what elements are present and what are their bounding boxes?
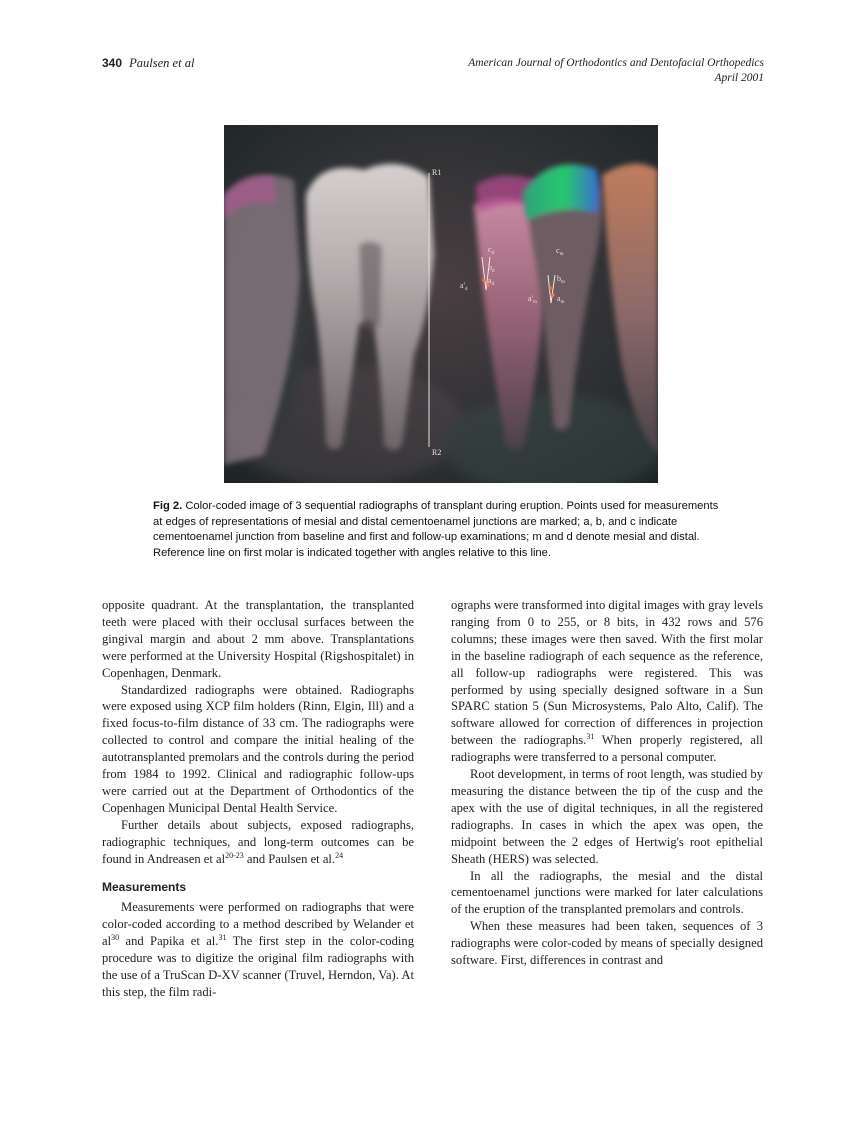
- figure-caption: [153, 499, 723, 561]
- label-c-distal: $c_d$: [488, 245, 495, 256]
- section-heading-measurements: Measurements: [102, 879, 187, 894]
- right-paragraph-2: Root development, in terms of root length, was studied by measuring the distance between the tip of the cusp and the apex with the use of digital techniques, in all the registered radiographs. In cases in which the apex was open, the midpoint between the 2 edges of Hertwig's root epithelial Sheath (HERS) was selected.: [451, 767, 763, 866]
- label-a-mesial: $a_m$: [557, 294, 565, 305]
- left-paragraph-2: Standardized radiographs were obtained. Radiographs were exposed using XCP film holders (Rinn, Elgin, Ill) and a fixed focus-to-film distance of 33 cm. The radiographs were collected to control and compare the initial healing of the autotransplanted premolars and the controls during the period from 1984 to 1992. Clinical and radiographic follow-ups were carried out at the Department of Orthodontics of the Copenhagen Municipal Dental Health Service.: [102, 682, 414, 815]
- left-paragraph-1: opposite quadrant. At the transplantation, the transplanted teeth were placed with their occlusal surfaces between the gingival margin and about 2 mm above. Transplantations were performed at the University Hospital (Rigshospitalet) in Copenhagen, Denmark.: [102, 598, 414, 680]
- running-header-right: [468, 56, 764, 86]
- label-a-prime-mesial: $a'_m$: [528, 294, 537, 305]
- running-authors: Paulsen et al: [129, 56, 195, 70]
- label-c-mesial: $c_m$: [556, 246, 564, 257]
- label-r1: R1: [432, 168, 442, 177]
- left-column: [102, 597, 414, 1001]
- issue-date: April 2001: [714, 72, 764, 84]
- right-column: [451, 597, 763, 969]
- radiograph-image: [224, 125, 658, 483]
- label-r2: R2: [432, 448, 442, 457]
- label-b-distal: $b_d$: [488, 263, 495, 274]
- label-a-prime-distal: $a'_d$: [460, 281, 468, 292]
- label-b-mesial: $b_m$: [557, 274, 565, 285]
- caption-text: Color-coded image of 3 sequential radiographs of transplant during eruption. Points used for measurements at edges of representations of mesial and distal cementoenamel junctions are marked; a, b, and c indicate cementoenamel junction from baseline and first and follow-up examinations; m and d denote mesial and distal. Reference line on first molar is indicated together with angles relative to this line.: [153, 500, 719, 559]
- page-number: 340: [102, 56, 123, 70]
- right-paragraph-3: In all the radiographs, the mesial and the distal cementoenamel junctions were marked for later calculations of the eruption of the transplanted premolars and controls.: [451, 868, 763, 917]
- label-a-distal: $a_d$: [488, 276, 495, 287]
- radiograph-figure: [224, 125, 658, 483]
- running-header-left: [102, 56, 194, 71]
- caption-label: Fig 2.: [153, 500, 183, 512]
- journal-title: American Journal of Orthodontics and Dentofacial Orthopedics: [468, 57, 764, 69]
- right-paragraph-1: ographs were transformed into digital images with gray levels ranging from 0 to 255, or 8 bits, in 432 rows and 576 columns; these images were then saved. With the first molar in the baseline radiograph of each sequence as the reference, all follow-up radiographs were registered. This was performed by using specially designed software in a Sun SPARC station 5 (Sun Microsystems, Palo Alto, Calif). The software allowed for correction of differences in projection between the radiographs.$^{31}$ When properly registered, all radiographs were transferred to a personal computer.: [451, 598, 763, 765]
- right-paragraph-4: When these measures had been taken, sequences of 3 radiographs were color-coded by means of specially designed software. First, differences in contrast and: [451, 919, 763, 968]
- left-paragraph-4: Measurements were performed on radiographs that were color-coded according to a method described by Welander et $al^{30}$ and Papika et al.$^{31}$ The first step in the color-coding procedure was to digitize the original film radiographs with the use of a TruScan D-XV scanner (Truvel, Herndon, Va). At this step, the film radi-: [102, 900, 414, 999]
- left-paragraph-3: Further details about subjects, exposed radiographs, radiographic techniques, and long-term outcomes can be found in Andreasen et $al^{20-23}$ and Paulsen et al.$^{24}$: [102, 817, 414, 866]
